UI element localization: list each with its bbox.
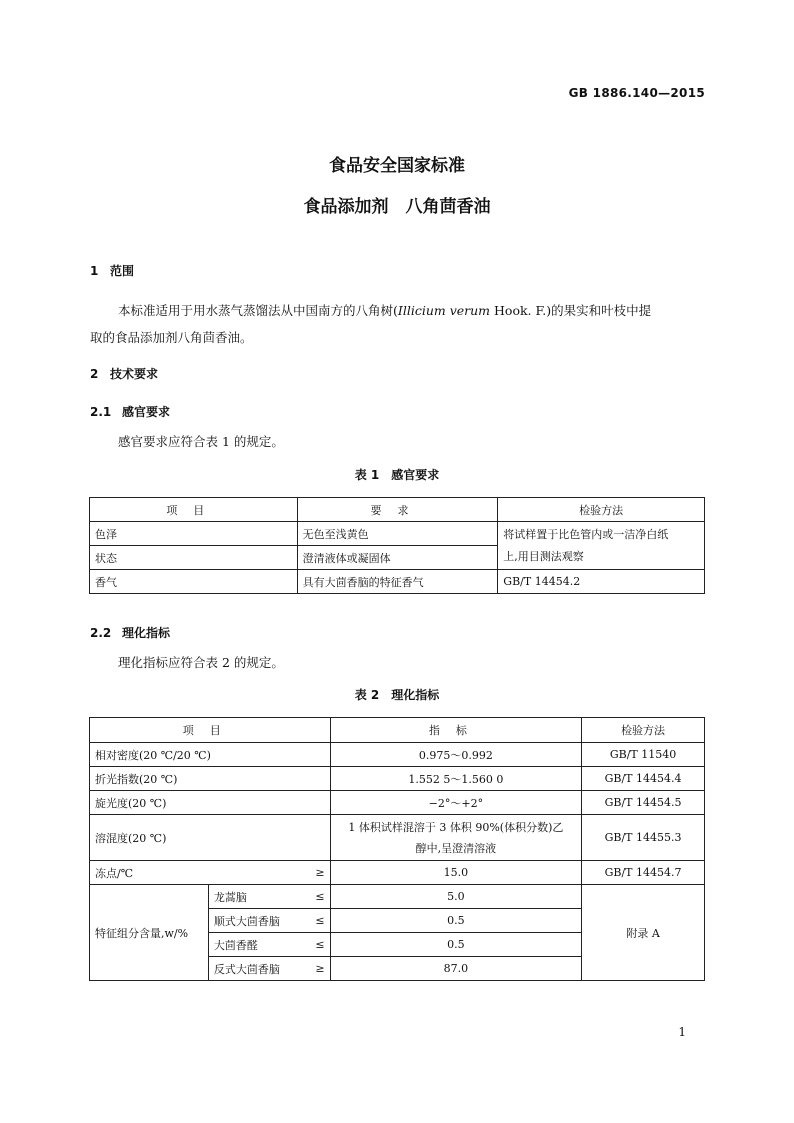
cell-component xyxy=(208,933,330,957)
section-title: 技术要求 xyxy=(110,367,159,381)
table-2-caption: 表 2 理化指标 xyxy=(354,688,440,702)
column-header: 项目 xyxy=(90,718,331,743)
cell-item: 旋光度(20 ℃) xyxy=(90,791,331,815)
value-line: 醇中,呈澄清溶液 xyxy=(415,841,497,855)
cell-value xyxy=(330,815,582,861)
column-header: 项目 xyxy=(90,498,298,522)
method-line: 将试样置于比色管内或一洁净白纸 xyxy=(503,527,669,541)
cell-value: 0.5 xyxy=(330,909,582,933)
table-header-row xyxy=(90,718,705,743)
table-row xyxy=(90,815,705,861)
item-label: 冻点/℃ xyxy=(95,866,134,880)
cell-value: 15.0 xyxy=(330,861,582,885)
method-line: 上,用目测法观察 xyxy=(503,549,584,563)
cell-item: 色泽 xyxy=(90,522,298,546)
table-row xyxy=(90,570,705,594)
document-title: 食品安全国家标准 xyxy=(329,156,465,176)
standard-code: GB 1886.140—2015 xyxy=(568,86,705,100)
para-text: Hook. F.)的果实和叶枝中提 xyxy=(490,303,652,318)
cell-method: GB/T 14455.3 xyxy=(582,815,705,861)
section-2-2-paragraph: 理化指标应符合表 2 的规定。 xyxy=(118,655,284,670)
column-header: 指标 xyxy=(330,718,582,743)
cell-item: 折光指数(20 ℃) xyxy=(90,767,331,791)
table-row xyxy=(90,885,705,909)
cell-method: GB/T 14454.7 xyxy=(582,861,705,885)
column-header: 检验方法 xyxy=(498,498,705,522)
cell-value: −2°～+2° xyxy=(330,791,582,815)
cell-method: GB/T 14454.2 xyxy=(498,570,705,594)
comparison-symbol: ≤ xyxy=(315,890,325,903)
para-text: 本标准适用于用水蒸气蒸馏法从中国南方的八角树( xyxy=(118,303,398,318)
component-name: 龙蒿脑 xyxy=(213,890,247,904)
document-subtitle: 食品添加剂 八角茴香油 xyxy=(303,197,491,217)
table-row xyxy=(90,861,705,885)
cell-method: GB/T 11540 xyxy=(582,743,705,767)
component-name: 大茴香醛 xyxy=(213,938,258,952)
column-header: 检验方法 xyxy=(582,718,705,743)
section-2-2-heading xyxy=(90,624,170,641)
cell-component xyxy=(208,957,330,981)
section-title: 理化指标 xyxy=(122,626,171,640)
physicochemical-table xyxy=(89,717,705,981)
para-line: 取的食品添加剂八角茴香油。 xyxy=(90,330,253,345)
latin-name: Illicium verum xyxy=(397,303,491,318)
section-number: 1 xyxy=(90,264,99,278)
cell-value: 0.975～0.992 xyxy=(330,743,582,767)
cell-requirement: 无色至浅黄色 xyxy=(297,522,498,546)
cell-method-merged xyxy=(498,522,705,570)
section-number: 2.2 xyxy=(90,626,112,640)
table-1-caption: 表 1 感官要求 xyxy=(354,468,440,482)
value-line: 1 体积试样混溶于 3 体积 90%(体积分数)乙 xyxy=(348,820,564,834)
section-number: 2 xyxy=(90,367,99,381)
component-name: 顺式大茴香脑 xyxy=(213,914,280,928)
cell-item xyxy=(90,861,331,885)
section-1-heading xyxy=(90,262,134,279)
cell-method-merged: 附录 A xyxy=(582,885,705,981)
cell-component xyxy=(208,885,330,909)
table-row xyxy=(90,767,705,791)
table-header-row xyxy=(90,498,705,522)
cell-requirement: 具有大茴香脑的特征香气 xyxy=(297,570,498,594)
cell-item: 相对密度(20 ℃/20 ℃) xyxy=(90,743,331,767)
table-row xyxy=(90,791,705,815)
section-2-1-heading xyxy=(90,403,170,420)
table-row xyxy=(90,743,705,767)
section-1-paragraph xyxy=(90,297,706,351)
cell-group-label: 特征组分含量,w/% xyxy=(90,885,209,981)
cell-component xyxy=(208,909,330,933)
section-number: 2.1 xyxy=(90,405,112,419)
cell-method: GB/T 14454.5 xyxy=(582,791,705,815)
cell-item: 状态 xyxy=(90,546,298,570)
component-name: 反式大茴香脑 xyxy=(213,962,280,976)
comparison-symbol: ≥ xyxy=(315,866,325,879)
cell-value: 87.0 xyxy=(330,957,582,981)
section-2-heading xyxy=(90,365,158,382)
cell-requirement: 澄清液体或凝固体 xyxy=(297,546,498,570)
comparison-symbol: ≤ xyxy=(315,914,325,927)
cell-item: 溶混度(20 ℃) xyxy=(90,815,331,861)
cell-value: 1.552 5～1.560 0 xyxy=(330,767,582,791)
section-title: 范围 xyxy=(110,264,135,278)
column-header: 要求 xyxy=(297,498,498,522)
table-row xyxy=(90,522,705,546)
comparison-symbol: ≥ xyxy=(315,962,325,975)
sensory-requirements-table xyxy=(89,497,705,594)
cell-item: 香气 xyxy=(90,570,298,594)
cell-value: 5.0 xyxy=(330,885,582,909)
cell-value: 0.5 xyxy=(330,933,582,957)
comparison-symbol: ≤ xyxy=(315,938,325,951)
section-title: 感官要求 xyxy=(122,405,171,419)
cell-method: GB/T 14454.4 xyxy=(582,767,705,791)
page-number: 1 xyxy=(678,1025,686,1039)
section-2-1-paragraph: 感官要求应符合表 1 的规定。 xyxy=(118,434,284,449)
